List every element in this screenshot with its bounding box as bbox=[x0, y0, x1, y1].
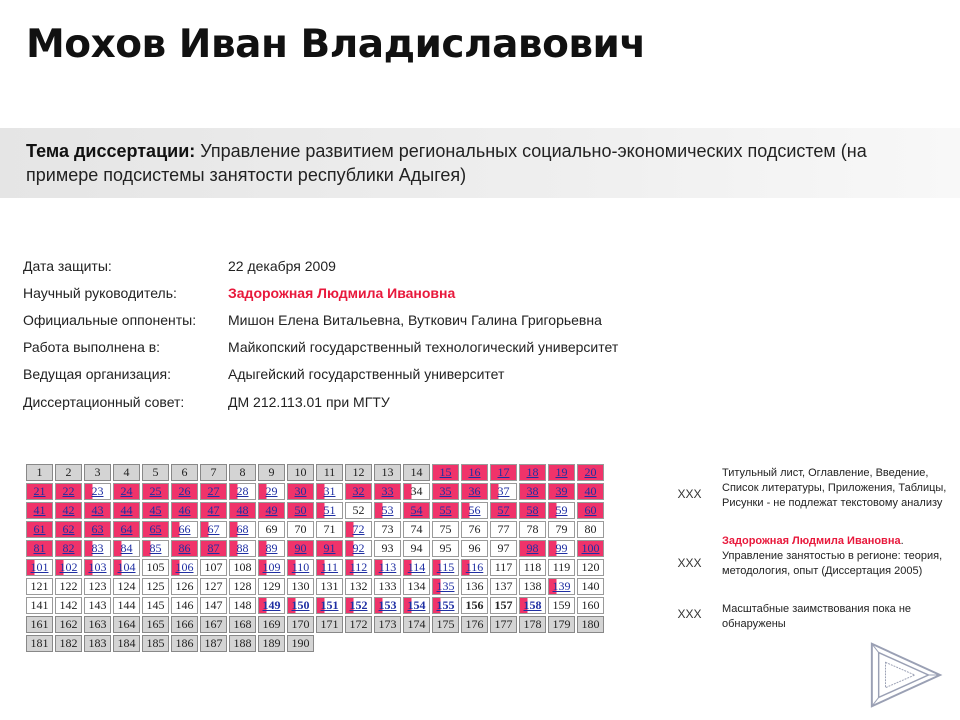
page-cell-96: 96 bbox=[461, 540, 488, 557]
page-cell-97: 97 bbox=[490, 540, 517, 557]
page-cell-61[interactable]: 61 bbox=[26, 521, 53, 538]
page-cell-57[interactable]: 57 bbox=[490, 502, 517, 519]
page-cell-165: 165 bbox=[142, 616, 169, 633]
page-cell-123: 123 bbox=[84, 578, 111, 595]
page-cell-149[interactable]: 149 bbox=[258, 597, 285, 614]
page-cell-134: 134 bbox=[403, 578, 430, 595]
page-cell-159: 159 bbox=[548, 597, 575, 614]
page-cell-64[interactable]: 64 bbox=[113, 521, 140, 538]
page-cell-80: 80 bbox=[577, 521, 604, 538]
page-cell-181: 181 bbox=[26, 635, 53, 652]
page-cell-173: 173 bbox=[374, 616, 401, 633]
page-cell-130: 130 bbox=[287, 578, 314, 595]
page-cell-42[interactable]: 42 bbox=[55, 502, 82, 519]
page-cell-101[interactable]: 101 bbox=[26, 559, 53, 576]
page-cell-68[interactable]: 68 bbox=[229, 521, 256, 538]
info-value: Адыгейский государственный университет bbox=[228, 366, 505, 383]
page-cell-110[interactable]: 110 bbox=[287, 559, 314, 576]
page-cell-11: 11 bbox=[316, 464, 343, 481]
page-cell-177: 177 bbox=[490, 616, 517, 633]
grid-row bbox=[26, 559, 604, 576]
page-cell-34: 34 bbox=[403, 483, 430, 500]
page-cell-138: 138 bbox=[519, 578, 546, 595]
page-cell-122: 122 bbox=[55, 578, 82, 595]
page-cell-30[interactable]: 30 bbox=[287, 483, 314, 500]
page-cell-50[interactable]: 50 bbox=[287, 502, 314, 519]
page-cell-67[interactable]: 67 bbox=[200, 521, 227, 538]
page-cell-65[interactable]: 65 bbox=[142, 521, 169, 538]
legend-gray-text: Титульный лист, Оглавление, Введение, Список литературы, Приложения, Таблицы, Рисунки - не подлежат текстовому анализу bbox=[722, 467, 947, 509]
grid-row bbox=[26, 464, 604, 481]
page-cell-1: 1 bbox=[26, 464, 53, 481]
page-cell-59[interactable]: 59 bbox=[548, 502, 575, 519]
page-cell-115[interactable]: 115 bbox=[432, 559, 459, 576]
info-label: Официальные оппоненты: bbox=[23, 311, 197, 328]
page-cell-91[interactable]: 91 bbox=[316, 540, 343, 557]
grid-row bbox=[26, 635, 604, 652]
page-cell-24[interactable]: 24 bbox=[113, 483, 140, 500]
legend-gray-box: XXX bbox=[677, 487, 702, 501]
page-cell-35[interactable]: 35 bbox=[432, 483, 459, 500]
page-cell-108: 108 bbox=[229, 559, 256, 576]
page-cell-62[interactable]: 62 bbox=[55, 521, 82, 538]
page-cell-72[interactable]: 72 bbox=[345, 521, 372, 538]
page-cell-107: 107 bbox=[200, 559, 227, 576]
page-cell-157: 157 bbox=[490, 597, 517, 614]
info-row bbox=[23, 252, 618, 279]
page-cell-21[interactable]: 21 bbox=[26, 483, 53, 500]
page-cell-16[interactable]: 16 bbox=[461, 464, 488, 481]
legend-white-text: Масштабные заимствования пока не обнаружены bbox=[722, 603, 912, 630]
page-cell-121: 121 bbox=[26, 578, 53, 595]
page-cell-179: 179 bbox=[548, 616, 575, 633]
page-cell-127: 127 bbox=[200, 578, 227, 595]
page-cell-152[interactable]: 152 bbox=[345, 597, 372, 614]
page-cell-167: 167 bbox=[200, 616, 227, 633]
page-cell-27[interactable]: 27 bbox=[200, 483, 227, 500]
page-cell-98[interactable]: 98 bbox=[519, 540, 546, 557]
page-cell-141: 141 bbox=[26, 597, 53, 614]
page-cell-117: 117 bbox=[490, 559, 517, 576]
page-cell-58[interactable]: 58 bbox=[519, 502, 546, 519]
page-cell-126: 126 bbox=[171, 578, 198, 595]
page-cell-45[interactable]: 45 bbox=[142, 502, 169, 519]
page-cell-169: 169 bbox=[258, 616, 285, 633]
page-cell-88[interactable]: 88 bbox=[229, 540, 256, 557]
page-cell-36[interactable]: 36 bbox=[461, 483, 488, 500]
page-cell-112[interactable]: 112 bbox=[345, 559, 372, 576]
page-cell-105: 105 bbox=[142, 559, 169, 576]
page-cell-184: 184 bbox=[113, 635, 140, 652]
page-cell-83[interactable]: 83 bbox=[84, 540, 111, 557]
info-label: Диссертационный совет: bbox=[23, 393, 185, 410]
page-cell-77: 77 bbox=[490, 521, 517, 538]
grid-row bbox=[26, 540, 604, 557]
page-cell-12: 12 bbox=[345, 464, 372, 481]
page-cell-60[interactable]: 60 bbox=[577, 502, 604, 519]
page-cell-170: 170 bbox=[287, 616, 314, 633]
page-cell-116[interactable]: 116 bbox=[461, 559, 488, 576]
page-cell-100[interactable]: 100 bbox=[577, 540, 604, 557]
page-cell-56[interactable]: 56 bbox=[461, 502, 488, 519]
page-cell-14: 14 bbox=[403, 464, 430, 481]
page-cell-37[interactable]: 37 bbox=[490, 483, 517, 500]
page-cell-90[interactable]: 90 bbox=[287, 540, 314, 557]
grid-row bbox=[26, 521, 604, 538]
page-cell-153[interactable]: 153 bbox=[374, 597, 401, 614]
info-label: Дата защиты: bbox=[23, 257, 112, 274]
page-cell-166: 166 bbox=[171, 616, 198, 633]
page-cell-172: 172 bbox=[345, 616, 372, 633]
page-cell-2: 2 bbox=[55, 464, 82, 481]
page-cell-53[interactable]: 53 bbox=[374, 502, 401, 519]
info-table bbox=[23, 252, 618, 415]
page-cell-10: 10 bbox=[287, 464, 314, 481]
page-cell-148: 148 bbox=[229, 597, 256, 614]
legend-white-box: XXX bbox=[677, 607, 702, 621]
page-cell-103[interactable]: 103 bbox=[84, 559, 111, 576]
page-cell-146: 146 bbox=[171, 597, 198, 614]
page-cell-135[interactable]: 135 bbox=[432, 578, 459, 595]
page-cell-33[interactable]: 33 bbox=[374, 483, 401, 500]
page-cell-120: 120 bbox=[577, 559, 604, 576]
page-cell-49[interactable]: 49 bbox=[258, 502, 285, 519]
page-cell-155[interactable]: 155 bbox=[432, 597, 459, 614]
page-cell-78: 78 bbox=[519, 521, 546, 538]
page-cell-23[interactable]: 23 bbox=[84, 483, 111, 500]
page-cell-52: 52 bbox=[345, 502, 372, 519]
page-cell-189: 189 bbox=[258, 635, 285, 652]
page-cell-186: 186 bbox=[171, 635, 198, 652]
page-cell-41[interactable]: 41 bbox=[26, 502, 53, 519]
page-cell-162: 162 bbox=[55, 616, 82, 633]
page-cell-84[interactable]: 84 bbox=[113, 540, 140, 557]
page-cell-93: 93 bbox=[374, 540, 401, 557]
info-row bbox=[23, 279, 618, 306]
page-cell-3: 3 bbox=[84, 464, 111, 481]
legend-red-desc: . Управление занятостью в регионе: теория, методология, опыт (Диссертация 2005) bbox=[722, 535, 943, 577]
page-cell-147: 147 bbox=[200, 597, 227, 614]
page-cell-119: 119 bbox=[548, 559, 575, 576]
page-cell-69: 69 bbox=[258, 521, 285, 538]
page-cell-154[interactable]: 154 bbox=[403, 597, 430, 614]
page-cell-9: 9 bbox=[258, 464, 285, 481]
page-cell-133: 133 bbox=[374, 578, 401, 595]
page-cell-180: 180 bbox=[577, 616, 604, 633]
page-cell-8: 8 bbox=[229, 464, 256, 481]
page-cell-19[interactable]: 19 bbox=[548, 464, 575, 481]
supervisor-link[interactable]: Задорожная Людмила Ивановна bbox=[228, 284, 456, 301]
page-cell-81[interactable]: 81 bbox=[26, 540, 53, 557]
info-value: Мишон Елена Витальевна, Вуткович Галина Григорьевна bbox=[228, 311, 602, 328]
info-row bbox=[23, 388, 618, 415]
legend-red-author[interactable]: Задорожная Людмила Ивановна bbox=[722, 535, 901, 547]
page-cell-178: 178 bbox=[519, 616, 546, 633]
info-row bbox=[23, 334, 618, 361]
page-cell-94: 94 bbox=[403, 540, 430, 557]
page-cell-156: 156 bbox=[461, 597, 488, 614]
page-cell-51[interactable]: 51 bbox=[316, 502, 343, 519]
page-cell-26[interactable]: 26 bbox=[171, 483, 198, 500]
page-cell-17[interactable]: 17 bbox=[490, 464, 517, 481]
page-cell-95: 95 bbox=[432, 540, 459, 557]
page-cell-188: 188 bbox=[229, 635, 256, 652]
page-cell-70: 70 bbox=[287, 521, 314, 538]
page-cell-174: 174 bbox=[403, 616, 430, 633]
page-cell-18[interactable]: 18 bbox=[519, 464, 546, 481]
page-cell-46[interactable]: 46 bbox=[171, 502, 198, 519]
page-cell-43[interactable]: 43 bbox=[84, 502, 111, 519]
info-label: Научный руководитель: bbox=[23, 284, 177, 301]
info-row bbox=[23, 306, 618, 333]
page-title: Мохов Иван Владиславович bbox=[26, 22, 646, 67]
legend-red-box: XXX bbox=[677, 556, 702, 570]
page-cell-44[interactable]: 44 bbox=[113, 502, 140, 519]
info-row bbox=[23, 361, 618, 388]
page-cell-38[interactable]: 38 bbox=[519, 483, 546, 500]
info-value: 22 декабря 2009 bbox=[228, 257, 336, 274]
grid-row bbox=[26, 616, 604, 633]
page-cell-5: 5 bbox=[142, 464, 169, 481]
page-cell-142: 142 bbox=[55, 597, 82, 614]
page-cell-99[interactable]: 99 bbox=[548, 540, 575, 557]
page-cell-160: 160 bbox=[577, 597, 604, 614]
page-cell-86[interactable]: 86 bbox=[171, 540, 198, 557]
page-cell-114[interactable]: 114 bbox=[403, 559, 430, 576]
topic-text: Управление развитием региональных социально-экономических подсистем (на примере подсистемы занятости республики Адыгея) bbox=[26, 141, 867, 185]
page-cell-31[interactable]: 31 bbox=[316, 483, 343, 500]
page-cell-140: 140 bbox=[577, 578, 604, 595]
page-cell-25[interactable]: 25 bbox=[142, 483, 169, 500]
page-cell-128: 128 bbox=[229, 578, 256, 595]
page-cell-82[interactable]: 82 bbox=[55, 540, 82, 557]
page-cell-168: 168 bbox=[229, 616, 256, 633]
page-cell-73: 73 bbox=[374, 521, 401, 538]
page-cell-74: 74 bbox=[403, 521, 430, 538]
page-cell-75: 75 bbox=[432, 521, 459, 538]
page-cell-7: 7 bbox=[200, 464, 227, 481]
grid-row bbox=[26, 597, 604, 614]
page-cell-13: 13 bbox=[374, 464, 401, 481]
page-cell-109[interactable]: 109 bbox=[258, 559, 285, 576]
page-cell-176: 176 bbox=[461, 616, 488, 633]
page-cell-6: 6 bbox=[171, 464, 198, 481]
page-cell-40[interactable]: 40 bbox=[577, 483, 604, 500]
page-cell-164: 164 bbox=[113, 616, 140, 633]
page-cell-47[interactable]: 47 bbox=[200, 502, 227, 519]
page-cell-187: 187 bbox=[200, 635, 227, 652]
page-cell-132: 132 bbox=[345, 578, 372, 595]
page-cell-76: 76 bbox=[461, 521, 488, 538]
page-cell-71: 71 bbox=[316, 521, 343, 538]
page-cell-183: 183 bbox=[84, 635, 111, 652]
grid-row bbox=[26, 502, 604, 519]
page-cell-111[interactable]: 111 bbox=[316, 559, 343, 576]
info-label: Работа выполнена в: bbox=[23, 339, 161, 356]
university-seal-icon bbox=[866, 636, 944, 714]
page-cell-29[interactable]: 29 bbox=[258, 483, 285, 500]
info-label: Ведущая организация: bbox=[23, 366, 171, 383]
page-cell-118: 118 bbox=[519, 559, 546, 576]
topic-label: Тема диссертации: bbox=[26, 141, 196, 161]
page-cell-161: 161 bbox=[26, 616, 53, 633]
page-grid bbox=[24, 462, 606, 654]
page-cell-102[interactable]: 102 bbox=[55, 559, 82, 576]
page-cell-129: 129 bbox=[258, 578, 285, 595]
page-cell-15[interactable]: 15 bbox=[432, 464, 459, 481]
page-cell-125: 125 bbox=[142, 578, 169, 595]
page-cell-28[interactable]: 28 bbox=[229, 483, 256, 500]
page-cell-87[interactable]: 87 bbox=[200, 540, 227, 557]
grid-row bbox=[26, 578, 604, 595]
info-value: Майкопский государственный технологический университет bbox=[228, 339, 619, 356]
page-cell-145: 145 bbox=[142, 597, 169, 614]
page-cell-143: 143 bbox=[84, 597, 111, 614]
page-cell-22[interactable]: 22 bbox=[55, 483, 82, 500]
page-cell-20[interactable]: 20 bbox=[577, 464, 604, 481]
page-cell-113[interactable]: 113 bbox=[374, 559, 401, 576]
page-cell-79: 79 bbox=[548, 521, 575, 538]
page-cell-185: 185 bbox=[142, 635, 169, 652]
page-cell-124: 124 bbox=[113, 578, 140, 595]
dissertation-topic bbox=[26, 139, 926, 187]
page-cell-175: 175 bbox=[432, 616, 459, 633]
page-cell-48[interactable]: 48 bbox=[229, 502, 256, 519]
page-cell-158[interactable]: 158 bbox=[519, 597, 546, 614]
page-cell-55[interactable]: 55 bbox=[432, 502, 459, 519]
page-cell-137: 137 bbox=[490, 578, 517, 595]
page-cell-163: 163 bbox=[84, 616, 111, 633]
grid-row bbox=[26, 483, 604, 500]
page-cell-182: 182 bbox=[55, 635, 82, 652]
page-cell-150[interactable]: 150 bbox=[287, 597, 314, 614]
legend-red-text bbox=[722, 534, 952, 579]
page-cell-54[interactable]: 54 bbox=[403, 502, 430, 519]
page-cell-32[interactable]: 32 bbox=[345, 483, 372, 500]
page-cell-139[interactable]: 139 bbox=[548, 578, 575, 595]
page-cell-66[interactable]: 66 bbox=[171, 521, 198, 538]
page-cell-144: 144 bbox=[113, 597, 140, 614]
page-cell-63[interactable]: 63 bbox=[84, 521, 111, 538]
page-cell-171: 171 bbox=[316, 616, 343, 633]
page-cell-4: 4 bbox=[113, 464, 140, 481]
page-cell-89[interactable]: 89 bbox=[258, 540, 285, 557]
page-cell-131: 131 bbox=[316, 578, 343, 595]
page-cell-106[interactable]: 106 bbox=[171, 559, 198, 576]
page-cell-104[interactable]: 104 bbox=[113, 559, 140, 576]
page-cell-85[interactable]: 85 bbox=[142, 540, 169, 557]
page-cell-190: 190 bbox=[287, 635, 314, 652]
page-cell-39[interactable]: 39 bbox=[548, 483, 575, 500]
page-cell-92[interactable]: 92 bbox=[345, 540, 372, 557]
info-value: ДМ 212.113.01 при МГТУ bbox=[228, 393, 390, 410]
page-cell-151[interactable]: 151 bbox=[316, 597, 343, 614]
page-cell-136: 136 bbox=[461, 578, 488, 595]
